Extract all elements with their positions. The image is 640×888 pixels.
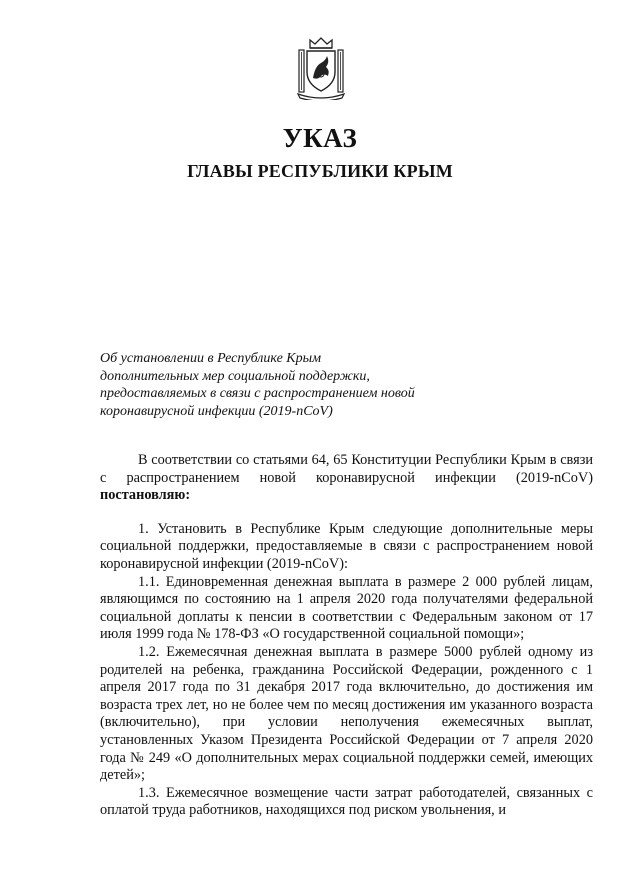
clause-1-3: 1.3. Ежемесячное возмещение части затрат работодателей, связанных с оплатой труда работников, находящихся под риском увольнения, и — [100, 784, 593, 819]
decree-word: постановляю: — [100, 487, 191, 504]
subject-line: дополнительных мер социальной поддержки, — [100, 368, 370, 384]
clause-1-1: 1.1. Единовременная денежная выплата в размере 2 000 рублей лицам, являющимся по состоянию на 1 апреля 2020 года получателями федеральной социальной доплаты к пенсии в соответствии с Федеральным законом от 17 июля 1999 года № 178-ФЗ «О государственной социальной помощи»; — [100, 573, 593, 643]
subject-line: Об установлении в Республике Крым — [100, 351, 321, 366]
decree-body — [100, 452, 593, 820]
subject-line: предоставляемых в связи с распространением новой — [100, 386, 415, 401]
preamble-text: В соответствии со статьями 64, 65 Конституции Республики Крым в связи с распространением новой коронавирусной инфекции (2019-nCoV) — [100, 452, 593, 486]
subject-line: коронавирусной инфекции (2019-nCoV) — [100, 403, 333, 419]
preamble-paragraph — [100, 452, 593, 505]
clause-1-2: 1.2. Ежемесячная денежная выплата в размере 5000 рублей одному из родителей на ребенка, гражданина Российской Федерации, рожденного с 1 апреля 2017 года по 31 декабря 2017 года включительно, до достижения им возраста трех лет, но не более чем по месяц достижения им указанного возраста (включительно), при условии неполучения ежемесячных выплат, установленных Указом Президента Российской Федерации от 7 апреля 2020 года № 249 «О дополнительных мерах социальной поддержки семей, имеющих детей»; — [100, 643, 593, 784]
coat-of-arms-emblem — [296, 36, 346, 100]
document-subtitle: ГЛАВЫ РЕСПУБЛИКИ КРЫМ — [187, 161, 453, 181]
clause-1: 1. Установить в Республике Крым следующие дополнительные меры социальной поддержки, предоставляемые в связи с распространением новой коронавирусной инфекции (2019-nCoV): — [100, 520, 593, 572]
document-title: УКАЗ — [282, 123, 358, 153]
decree-subject — [100, 350, 460, 420]
